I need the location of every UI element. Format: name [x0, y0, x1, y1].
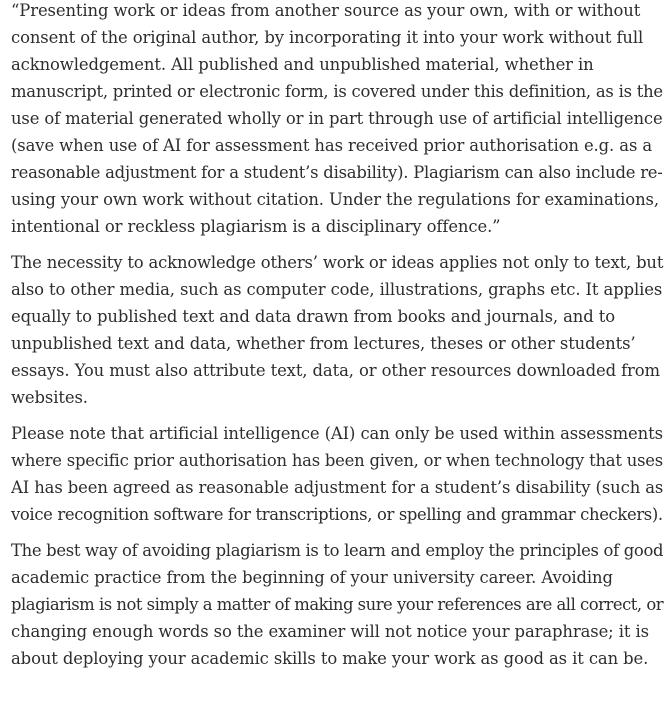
text-line: equally to published text and data drawn from books and journals, and to: [11, 307, 615, 326]
text-line: “Presenting work or ideas from another source as your own, with or without: [11, 1, 641, 20]
text-line: reasonable adjustment for a student’s disability). Plagiarism can also include re-: [11, 163, 663, 182]
text-line: also to other media, such as computer code, illustrations, graphs etc. It applies: [11, 280, 663, 299]
text-line: essays. You must also attribute text, data, or other resources downloaded from: [11, 361, 660, 380]
text-line: intentional or reckless plagiarism is a disciplinary offence.”: [11, 217, 501, 236]
text-line: Please note that artificial intelligence (AI) can only be used within assessments: [11, 424, 663, 443]
text-line: manuscript, printed or electronic form, is covered under this definition, as is the: [11, 82, 663, 101]
paragraph-acknowledge-others-work: [11, 249, 663, 411]
text-line: websites.: [11, 388, 88, 407]
text-line: voice recognition software for transcriptions, or spelling and grammar checkers).: [11, 505, 663, 524]
text-line: changing enough words so the examiner will not notice your paraphrase; it is: [11, 622, 649, 641]
text-line: (save when use of AI for assessment has received prior authorisation e.g. as a: [11, 136, 653, 155]
paragraph-avoiding-plagiarism: [11, 537, 663, 672]
text-line: about deploying your academic skills to make your work as good as it can be.: [11, 649, 649, 668]
text-line: plagiarism is not simply a matter of making sure your references are all correct, or: [11, 595, 664, 614]
text-line: The best way of avoiding plagiarism is to learn and employ the principles of good: [11, 541, 664, 560]
paragraph-ai-usage-note: [11, 420, 663, 528]
article-body: [11, 0, 663, 672]
text-line: consent of the original author, by incorporating it into your work without full: [11, 28, 644, 47]
text-line: acknowledgement. All published and unpublished material, whether in: [11, 55, 594, 74]
text-line: academic practice from the beginning of your university career. Avoiding: [11, 568, 613, 587]
text-line: where specific prior authorisation has been given, or when technology that uses: [11, 451, 663, 470]
text-line: AI has been agreed as reasonable adjustment for a student’s disability (such as: [11, 478, 664, 497]
text-line: using your own work without citation. Under the regulations for examinations,: [11, 190, 659, 209]
paragraph-plagiarism-definition: [11, 0, 663, 240]
text-line: The necessity to acknowledge others’ work or ideas applies not only to text, but: [11, 253, 664, 272]
text-line: unpublished text and data, whether from lectures, theses or other students’: [11, 334, 636, 353]
text-line: use of material generated wholly or in part through use of artificial intelligence: [11, 109, 663, 128]
